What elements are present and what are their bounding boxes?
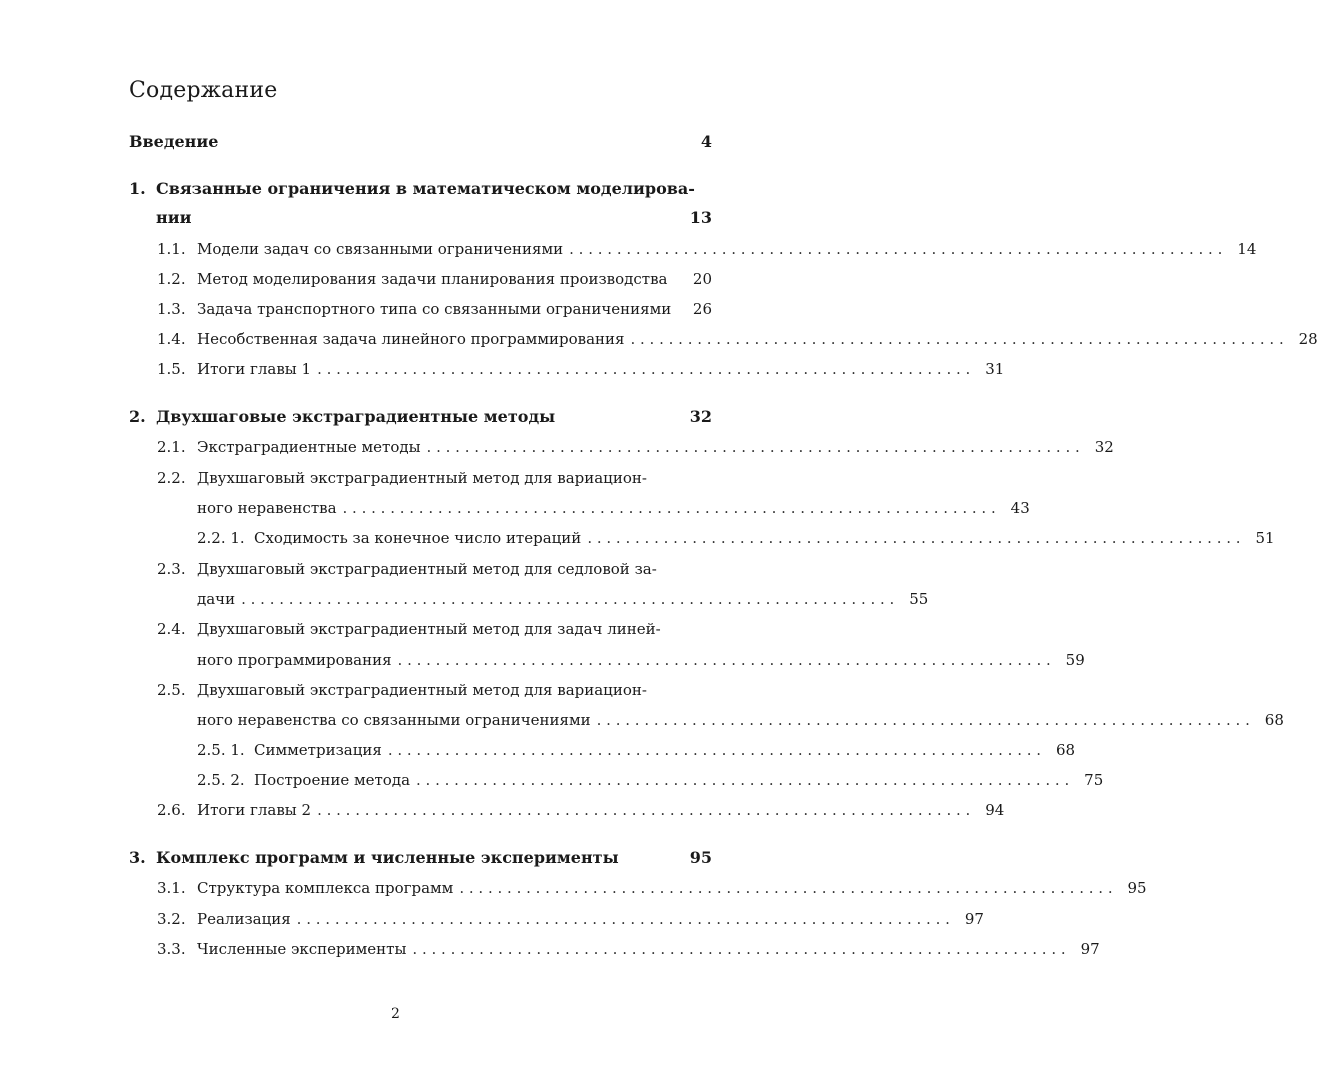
toc-entry-title: Метод моделирования задачи планирования производства [197,270,668,288]
toc-entry-number: 3. [129,848,146,867]
toc-entry-title: Построение метода [254,771,411,789]
toc-entry-subsection-2-5-2[interactable] [197,768,1104,792]
toc-entry-page: 4 [700,132,712,151]
toc-entry-page: 43 [1010,499,1030,517]
toc-entry-title: Модели задач со связанными ограничениями [197,240,564,258]
toc-entry-number: 1.2. [157,270,186,288]
page-number: 2 [391,1006,400,1022]
toc-entry-number: 1.3. [157,300,186,318]
toc-leader-dots [343,496,996,520]
toc-leader-dots [388,738,1041,762]
toc-entry-section-1-4[interactable] [157,327,1318,351]
toc-entry-page: 55 [909,590,929,608]
toc-leader-dots [297,907,950,931]
toc-entry-number: 2.4. [157,620,186,638]
toc-entry-title: Сходимость за конечное число итераций [254,529,582,547]
toc-entry-title: Экстраградиентные методы [197,438,421,456]
toc-entry-number: 2.6. [157,801,186,819]
toc-entry-number: 2.2. [157,469,186,487]
toc-entry-section-2-2-line1[interactable] [157,466,712,490]
toc-entry-number: 2.5. [157,681,186,699]
page-title: Содержание [129,78,278,103]
toc-entry-page: 13 [689,208,712,227]
toc-entry-title: Связанные ограничения в математическом моделирова- [156,179,695,198]
toc-entry-title-continued: дачи [197,590,236,608]
toc-entry-page: 31 [985,360,1005,378]
toc-entry-title-continued: ного неравенства со связанными ограничениями [197,711,591,729]
toc-entry-number: 2.5. 1. [197,741,245,759]
toc-entry-page: 59 [1065,651,1085,669]
toc-entry-title: Несобственная задача линейного программирования [197,330,625,348]
toc-entry-page: 20 [692,270,712,288]
toc-entry-title: Итоги главы 2 [197,801,312,819]
toc-entry-section-2-6[interactable] [157,798,1005,822]
toc-entry-title-continued: ного программирования [197,651,392,669]
toc-entry-page: 32 [689,407,712,426]
toc-entry-page: 95 [689,848,712,867]
toc-entry-title: Двухшаговый экстраградиентный метод для вариацион- [197,469,647,487]
toc-entry-number: 3.3. [157,940,186,958]
toc-entry-chapter-2[interactable] [129,405,712,429]
toc-entry-section-2-5-line2[interactable] [197,708,1284,732]
toc-leader-dots [630,327,1283,351]
toc-entry-page: 68 [1264,711,1284,729]
toc-entry-number: 2.3. [157,560,186,578]
toc-entry-page: 28 [1298,330,1318,348]
toc-entry-title: Итоги главы 1 [197,360,312,378]
toc-leader-dots [412,937,1065,961]
toc-entry-subsection-2-2-1[interactable] [197,526,1275,550]
toc-entry-page: 14 [1237,240,1257,258]
toc-entry-title: Двухшаговый экстраградиентный метод для седловой за- [197,560,657,578]
toc-entry-title: Двухшаговый экстраградиентный метод для вариацион- [197,681,647,699]
toc-entry-title-continued: ного неравенства [197,499,337,517]
toc-entry-number: 3.2. [157,910,186,928]
toc-leader-dots [241,587,894,611]
toc-entry-section-3-2[interactable] [157,907,984,931]
toc-entry-section-2-1[interactable] [157,435,1114,459]
toc-leader-dots [459,876,1112,900]
toc-entry-number: 3.1. [157,879,186,897]
toc-entry-section-1-5[interactable] [157,357,1005,381]
toc-entry-section-3-1[interactable] [157,876,1147,900]
toc-entry-section-2-2-line2[interactable] [197,496,1030,520]
toc-entry-number: 2.1. [157,438,186,456]
toc-entry-section-1-3[interactable] [157,297,712,321]
toc-entry-page: 51 [1255,529,1275,547]
toc-leader-dots [317,357,970,381]
toc-entry-page: 95 [1127,879,1147,897]
toc-entry-title: Комплекс программ и численные эксперименты [156,848,619,867]
toc-entry-number: 1.4. [157,330,186,348]
toc-entry-number: 2.5. 2. [197,771,245,789]
toc-entry-title: Реализация [197,910,291,928]
toc-entry-page: 97 [1080,940,1100,958]
toc-leader-dots [587,526,1240,550]
toc-entry-section-2-5-line1[interactable] [157,678,712,702]
toc-leader-dots [398,648,1051,672]
toc-leader-dots [427,435,1080,459]
toc-entry-section-2-4-line2[interactable] [197,648,1085,672]
toc-entry-section-3-3[interactable] [157,937,1100,961]
toc-entry-chapter-3[interactable] [129,846,712,870]
toc-entry-title: Симметризация [254,741,382,759]
toc-entry-number: 1.5. [157,360,186,378]
toc-entry-chapter-1-line1[interactable] [129,177,712,201]
toc-leader-dots [569,237,1222,261]
toc-entry-title: Задача транспортного типа со связанными ограничениями [197,300,672,318]
toc-entry-section-2-3-line1[interactable] [157,557,712,581]
toc-entry-title: Введение [129,132,219,151]
toc-entry-page: 94 [985,801,1005,819]
toc-entry-page: 75 [1084,771,1104,789]
toc-entry-number: 2. [129,407,146,426]
toc-entry-section-2-3-line2[interactable] [197,587,929,611]
toc-entry-page: 32 [1094,438,1114,456]
toc-entry-title-continued: нии [156,208,192,227]
toc-leader-dots [597,708,1250,732]
toc-entry-chapter-1-line2[interactable] [156,206,712,230]
toc-entry-number: 1. [129,179,146,198]
toc-entry-section-2-4-line1[interactable] [157,617,712,641]
toc-entry-page: 97 [964,910,984,928]
toc-leader-dots [416,768,1069,792]
toc-entry-page: 26 [692,300,712,318]
toc-entry-section-1-2[interactable] [157,267,712,291]
toc-entry-section-1-1[interactable] [157,237,1257,261]
toc-entry-title: Численные эксперименты [197,940,407,958]
toc-entry-subsection-2-5-1[interactable] [197,738,1076,762]
toc-leader-dots [317,798,970,822]
toc-entry-page: 68 [1055,741,1076,759]
toc-entry-number: 2.2. 1. [197,529,245,547]
toc-entry-title: Структура комплекса программ [197,879,454,897]
toc-entry-introduction[interactable] [129,130,712,154]
toc-entry-number: 1.1. [157,240,186,258]
toc-entry-title: Двухшаговые экстраградиентные методы [156,407,556,426]
toc-entry-title: Двухшаговый экстраградиентный метод для задач линей- [197,620,661,638]
